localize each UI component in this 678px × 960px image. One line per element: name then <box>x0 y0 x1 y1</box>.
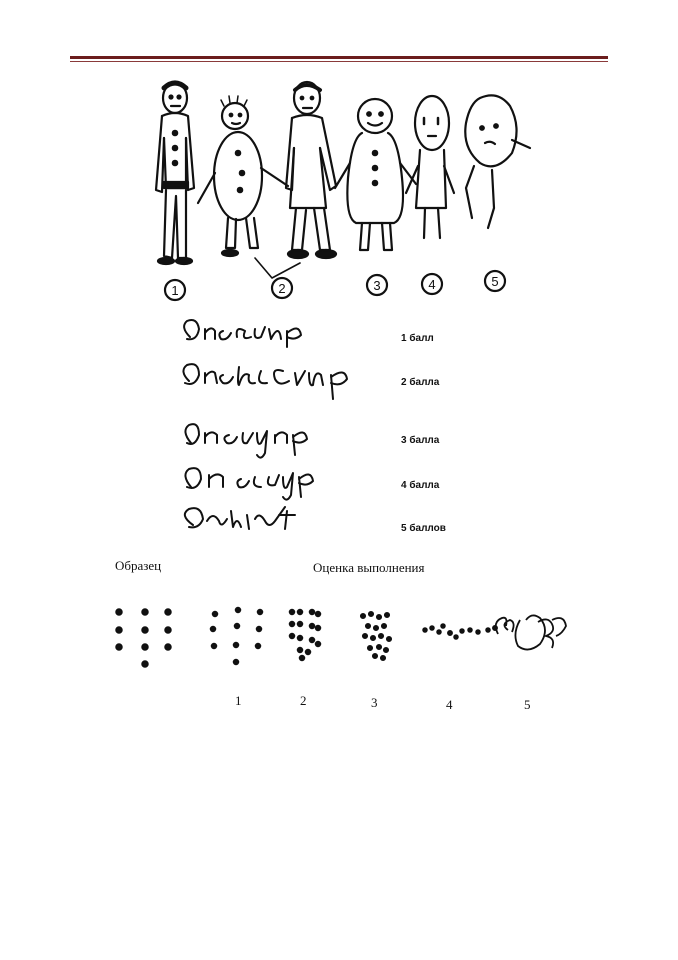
dots-result-4 <box>423 624 497 639</box>
handwriting-sample-3 <box>185 424 307 457</box>
dots-number-1: 1 <box>235 693 242 708</box>
figure-number-3-label: 3 <box>373 278 381 293</box>
sample-caption: Образец <box>115 558 162 573</box>
score-3-label: 3 балла <box>401 435 440 446</box>
dots-number-4: 4 <box>446 697 453 712</box>
figure-2-girl <box>198 96 288 256</box>
dots-number-2: 2 <box>300 693 307 708</box>
dots-number-5: 5 <box>524 697 531 712</box>
evaluation-caption: Оценка выполнения <box>313 560 425 575</box>
figure-5-head-only <box>465 95 530 228</box>
dots-result-2 <box>290 610 321 661</box>
header-rule-thin <box>70 61 608 62</box>
header-rule <box>70 56 608 59</box>
dots-sample <box>116 609 171 667</box>
handwriting-sample-4 <box>185 468 313 499</box>
score-2-label: 2 балла <box>401 377 440 388</box>
handwriting-samples <box>175 315 390 540</box>
score-4-label: 4 балла <box>401 480 440 491</box>
figure-2-woman <box>286 82 336 258</box>
dots-result-5 <box>496 615 566 649</box>
figure-number-5-label: 5 <box>491 274 499 289</box>
handwriting-sample-5 <box>185 507 295 529</box>
handwriting-sample-1 <box>184 320 301 347</box>
figure-number-1-label: 1 <box>171 283 179 298</box>
figure-number-2-label: 2 <box>278 281 286 296</box>
dots-result-3 <box>361 612 392 661</box>
handwriting-sample-2 <box>183 364 347 399</box>
dots-test-drawing <box>100 600 580 680</box>
figure-3-snowman <box>335 99 416 250</box>
dots-number-3: 3 <box>371 695 378 710</box>
figure-1-man <box>156 83 194 264</box>
figure-4-oval-head <box>406 96 454 238</box>
dots-result-1 <box>211 608 263 665</box>
score-1-label: 1 балл <box>401 333 434 344</box>
figure-number-4-label: 4 <box>428 277 436 292</box>
human-figures-drawing <box>140 78 540 303</box>
score-5-label: 5 баллов <box>401 523 446 534</box>
